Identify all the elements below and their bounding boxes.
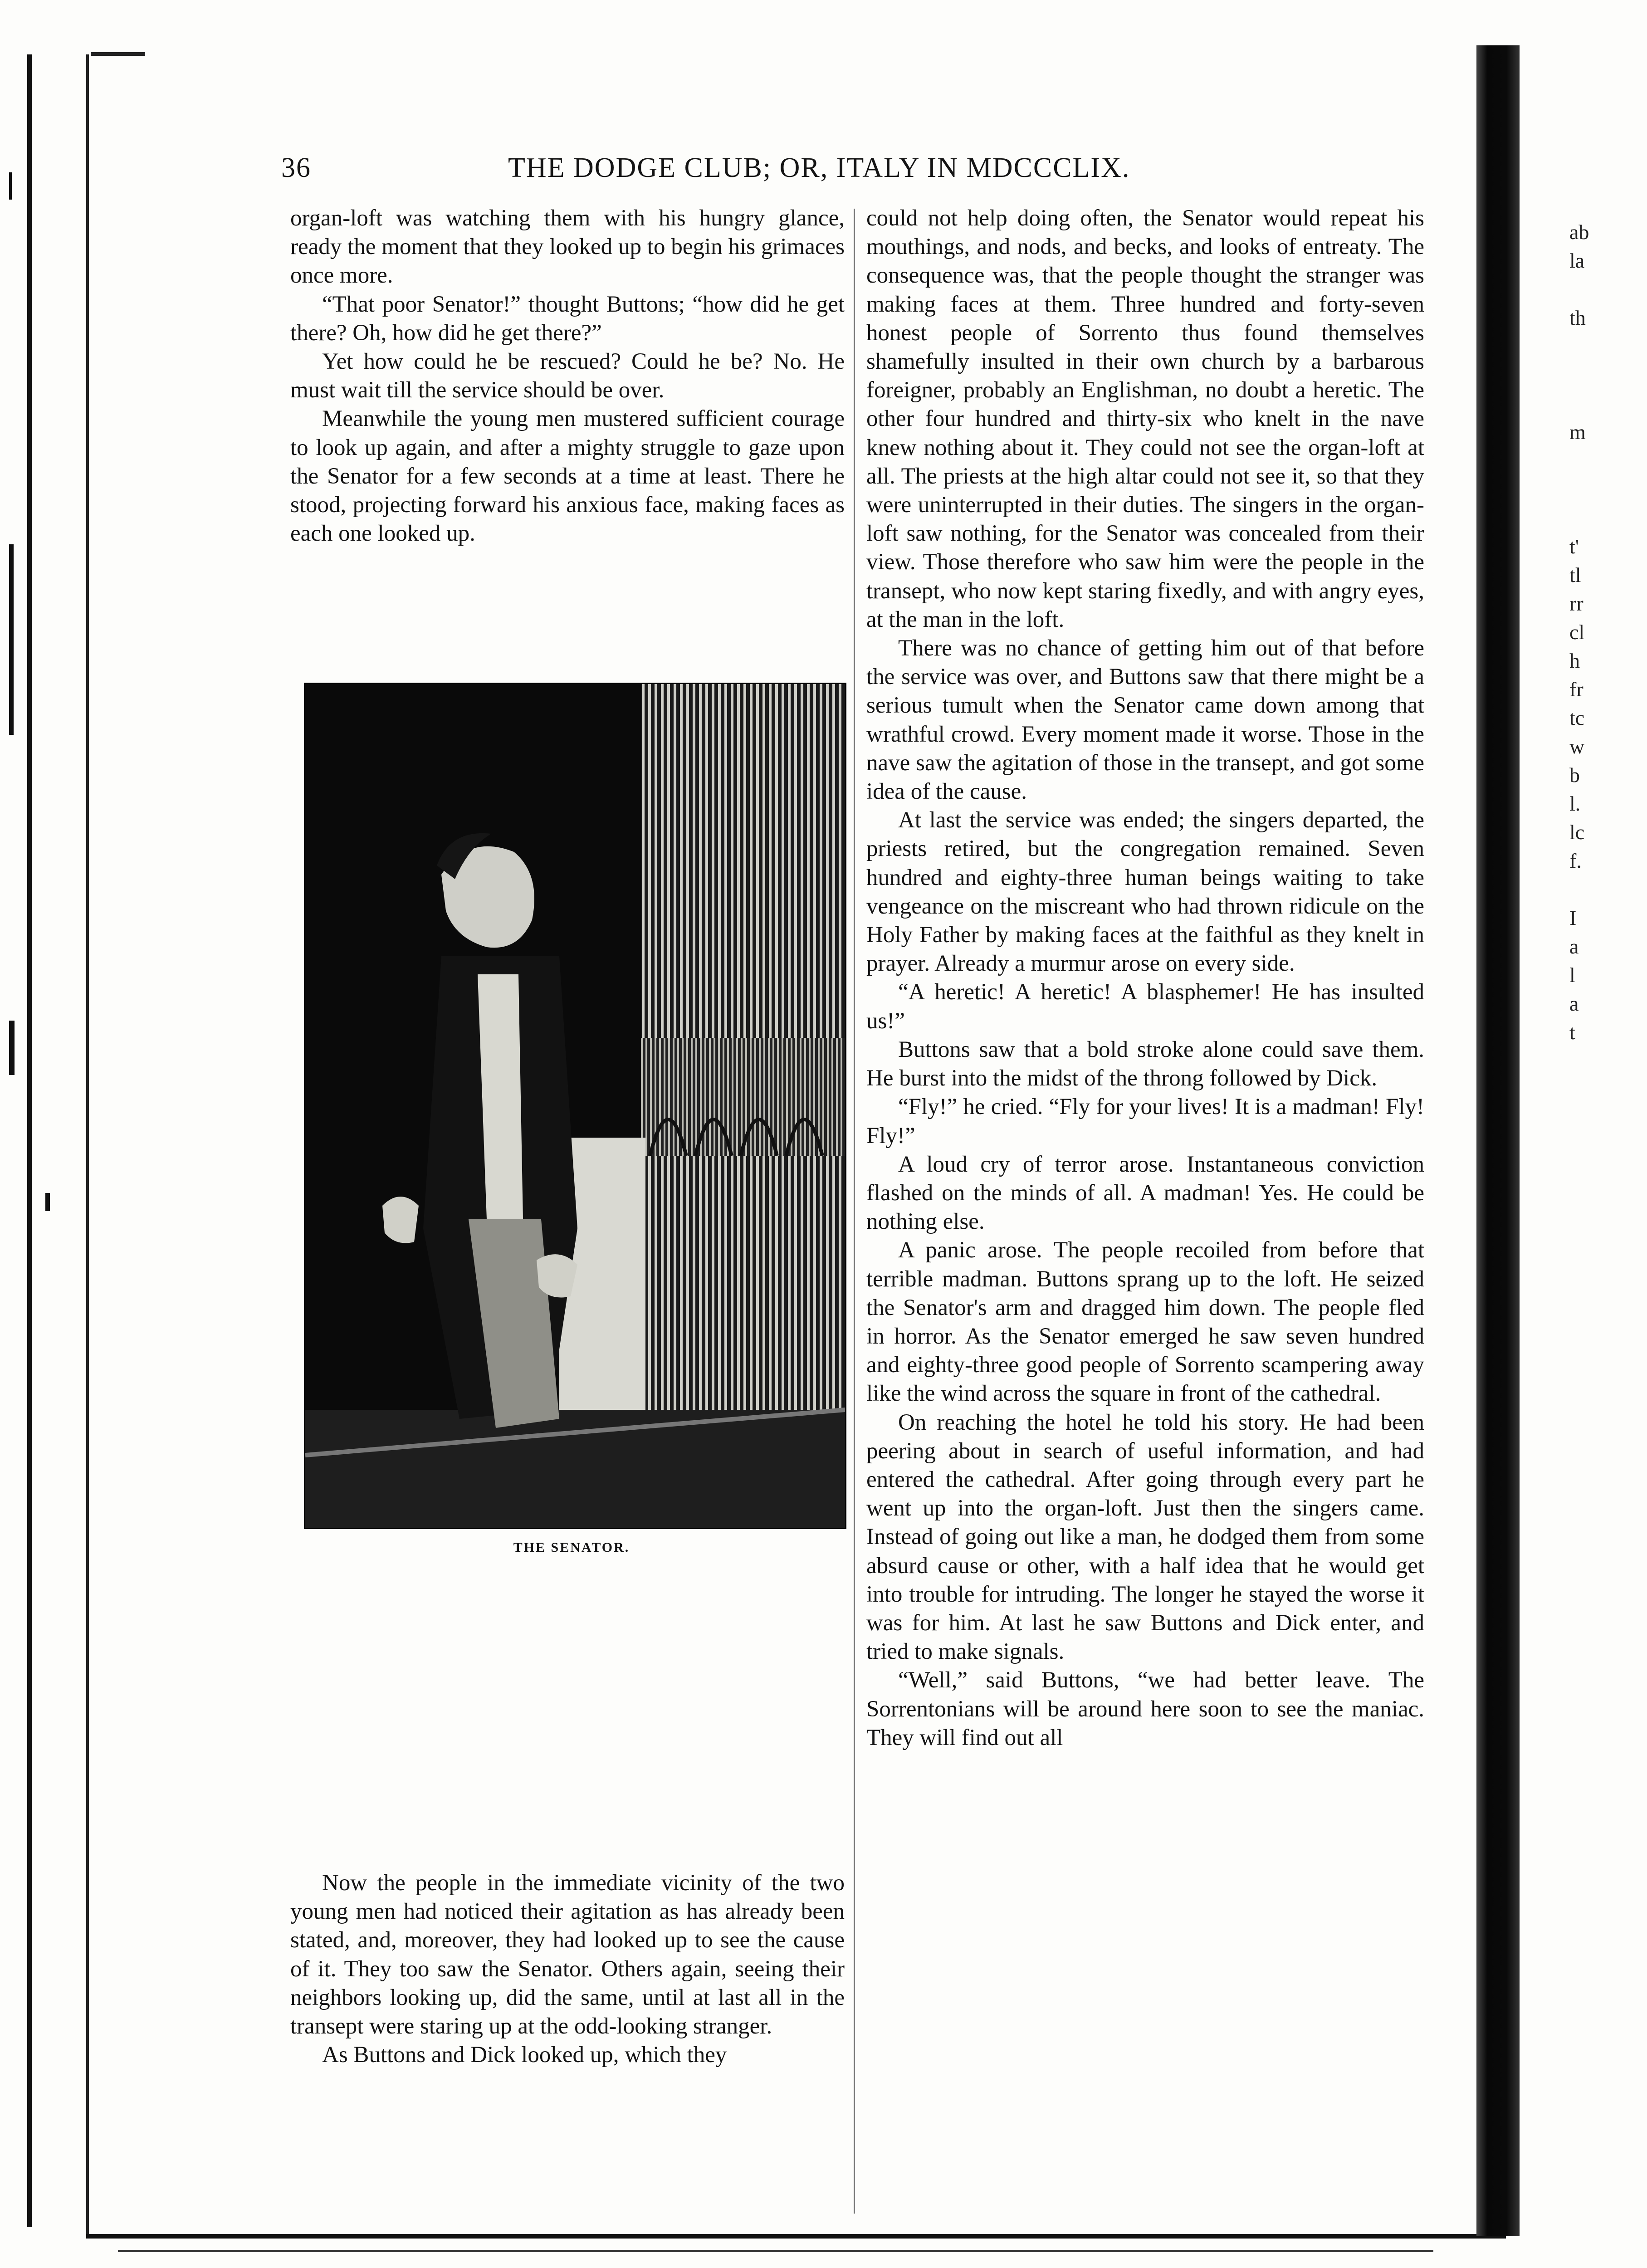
page-number: 36 xyxy=(281,152,311,183)
right-column xyxy=(866,204,1424,1752)
margin-fragment xyxy=(1569,875,1624,904)
margin-fragment: lc xyxy=(1569,821,1585,844)
margin-fragment: ab xyxy=(1569,220,1589,244)
paragraph: Now the people in the immediate vicinity of the two young men had noticed their agitation as has already been stated, and, moreover, they had looked up to see the cause of it. They too saw the Senator. Others again, seeing their neighbors looking up, did the same, until at last all in the transept were staring up at the odd-looking stranger. xyxy=(290,1870,845,2039)
paragraph: organ-loft was watching them with his hungry glance, ready the moment that they looked up to begin his grimaces once more. xyxy=(290,205,845,288)
scan-mark xyxy=(9,1021,15,1075)
margin-fragment: rr xyxy=(1569,592,1583,615)
page-border-bottom-shadow xyxy=(118,2250,1433,2252)
margin-fragment xyxy=(1569,275,1624,303)
margin-fragment: la xyxy=(1569,249,1585,272)
margin-fragment xyxy=(1569,332,1624,361)
paragraph: A loud cry of terror arose. Instantaneous conviction flashed on the minds of all. A madman! Yes. He could be nothing else. xyxy=(866,1151,1424,1235)
paragraph: could not help doing often, the Senator would repeat his mouthings, and nods, and becks, and looks of entreaty. The consequence was, that the people thought the stranger was making faces at them. Three hundred and forty-seven honest people of Sorrento thus found themselves shamefully insulted in their own church by a barbarous foreigner, probably an Englishman, no doubt a heretic. The other four hundred and thirty-six who knelt in the nave knew nothing about it. They could not see the organ-loft at all. The priests at the high altar could not see it, so that they were uninterrupted in their duties. The singers in the organ-loft saw nothing, for the Senator was concealed from their view. Those therefore who saw him were the people in the transept, who now kept staring fixedly, and with angry eyes, at the man in the loft. xyxy=(866,205,1424,632)
paragraph: On reaching the hotel he told his story. He had been peering about in search of useful information, and had entered the cathedral. After going through every part he went up into the organ-loft. Just then the singers came. Instead of going out like a man, he dodged them from some absurd cause or other, with a half idea that he would get into trouble for intruding. The longer he stayed the worse it was for him. At last he saw Buttons and Dick enter, and tried to make signals. xyxy=(866,1409,1424,1665)
paragraph: A panic arose. The people recoiled from before that terrible madman. Buttons sprang up to the loft. He seized the Senator's arm and dragged him down. The people fled in horror. As the Senator emerged he saw seven hundred and eighty-three good people of Sorrento scampering away like the wind across the square in front of the cathedral. xyxy=(866,1237,1424,1407)
margin-fragment: l xyxy=(1569,963,1575,987)
margin-fragment: a xyxy=(1569,935,1579,958)
facing-page-gutter-shadow xyxy=(1476,45,1520,2236)
left-column-bottom xyxy=(290,1869,845,2069)
running-head xyxy=(281,152,1188,193)
margin-fragment: tl xyxy=(1569,563,1581,587)
margin-fragment: w xyxy=(1569,735,1585,758)
senator-engraving xyxy=(304,683,846,1529)
page-border-bottom xyxy=(86,2234,1506,2239)
scan-mark xyxy=(9,544,14,735)
book-title: THE DODGE CLUB; OR, ITALY IN MDCCCLIX. xyxy=(508,152,1130,183)
margin-fragment: a xyxy=(1569,992,1579,1015)
paragraph: At last the service was ended; the singers departed, the priests retired, but the congregation remained. Seven hundred and eighty-three human beings waiting to take vengeance on the miscreant who had thrown ridicule on the Holy Father by making faces at the faithful as they knelt in prayer. Already a murmur arose on every side. xyxy=(866,807,1424,977)
margin-fragment: tc xyxy=(1569,706,1585,729)
figure-caption: THE SENATOR. xyxy=(513,1540,630,1555)
margin-fragment: m xyxy=(1569,420,1586,444)
paragraph: “Well,” said Buttons, “we had better leave. The Sorrentonians will be around here soon to see the maniac. They will find out all xyxy=(866,1667,1424,1750)
paragraph: “That poor Senator!” thought Buttons; “how did he get there? Oh, how did he get there?” xyxy=(290,291,845,346)
margin-fragment: l. xyxy=(1569,792,1581,815)
page-border-left xyxy=(86,54,89,2236)
paragraph: “Fly!” he cried. “Fly for your lives! It is a madman! Fly! Fly!” xyxy=(866,1094,1424,1149)
margin-fragment xyxy=(1569,389,1624,418)
margin-fragment xyxy=(1569,361,1624,389)
paragraph: As Buttons and Dick looked up, which they xyxy=(322,2042,727,2068)
binding-edge-line xyxy=(27,54,32,2227)
left-column-top xyxy=(290,204,845,548)
scan-mark xyxy=(45,1193,50,1211)
margin-fragment: f. xyxy=(1569,849,1582,872)
scan-mark xyxy=(9,172,12,200)
column-divider xyxy=(854,209,855,2214)
margin-fragment xyxy=(1569,503,1624,532)
margin-fragment xyxy=(1569,446,1624,475)
paragraph: Buttons saw that a bold stroke alone could save them. He burst into the midst of the throng followed by Dick. xyxy=(866,1036,1424,1091)
paragraph: Yet how could he be rescued? Could he be? No. He must wait till the service should be over. xyxy=(290,349,845,403)
paragraph: There was no chance of getting him out of that before the service was over, and Buttons saw that there might be a serious tumult when the Senator came down among that wrathful crowd. Every moment made it worse. Those in the nave saw the agitation of those in the transept, and got some idea of the cause. xyxy=(866,635,1424,805)
margin-fragment: h xyxy=(1569,649,1580,672)
margin-fragment: cl xyxy=(1569,621,1585,644)
page-border-top-fragment xyxy=(91,52,145,56)
margin-fragment: t' xyxy=(1569,535,1579,558)
paragraph: “A heretic! A heretic! A blasphemer! He has insulted us!” xyxy=(866,979,1424,1034)
senator-illustration xyxy=(305,684,845,1528)
margin-fragment: fr xyxy=(1569,678,1583,701)
margin-fragment: I xyxy=(1569,906,1577,929)
margin-fragment: b xyxy=(1569,763,1580,787)
margin-fragment: th xyxy=(1569,306,1586,329)
margin-fragment: t xyxy=(1569,1021,1575,1044)
facing-page-fragments xyxy=(1569,218,1624,1046)
margin-fragment xyxy=(1569,475,1624,503)
paragraph: Meanwhile the young men mustered sufficient courage to look up again, and after a mighty struggle to gaze upon the Senator for a few seconds at a time at least. There he stood, projecting forward his anxious face, making faces as each one looked up. xyxy=(290,406,845,547)
